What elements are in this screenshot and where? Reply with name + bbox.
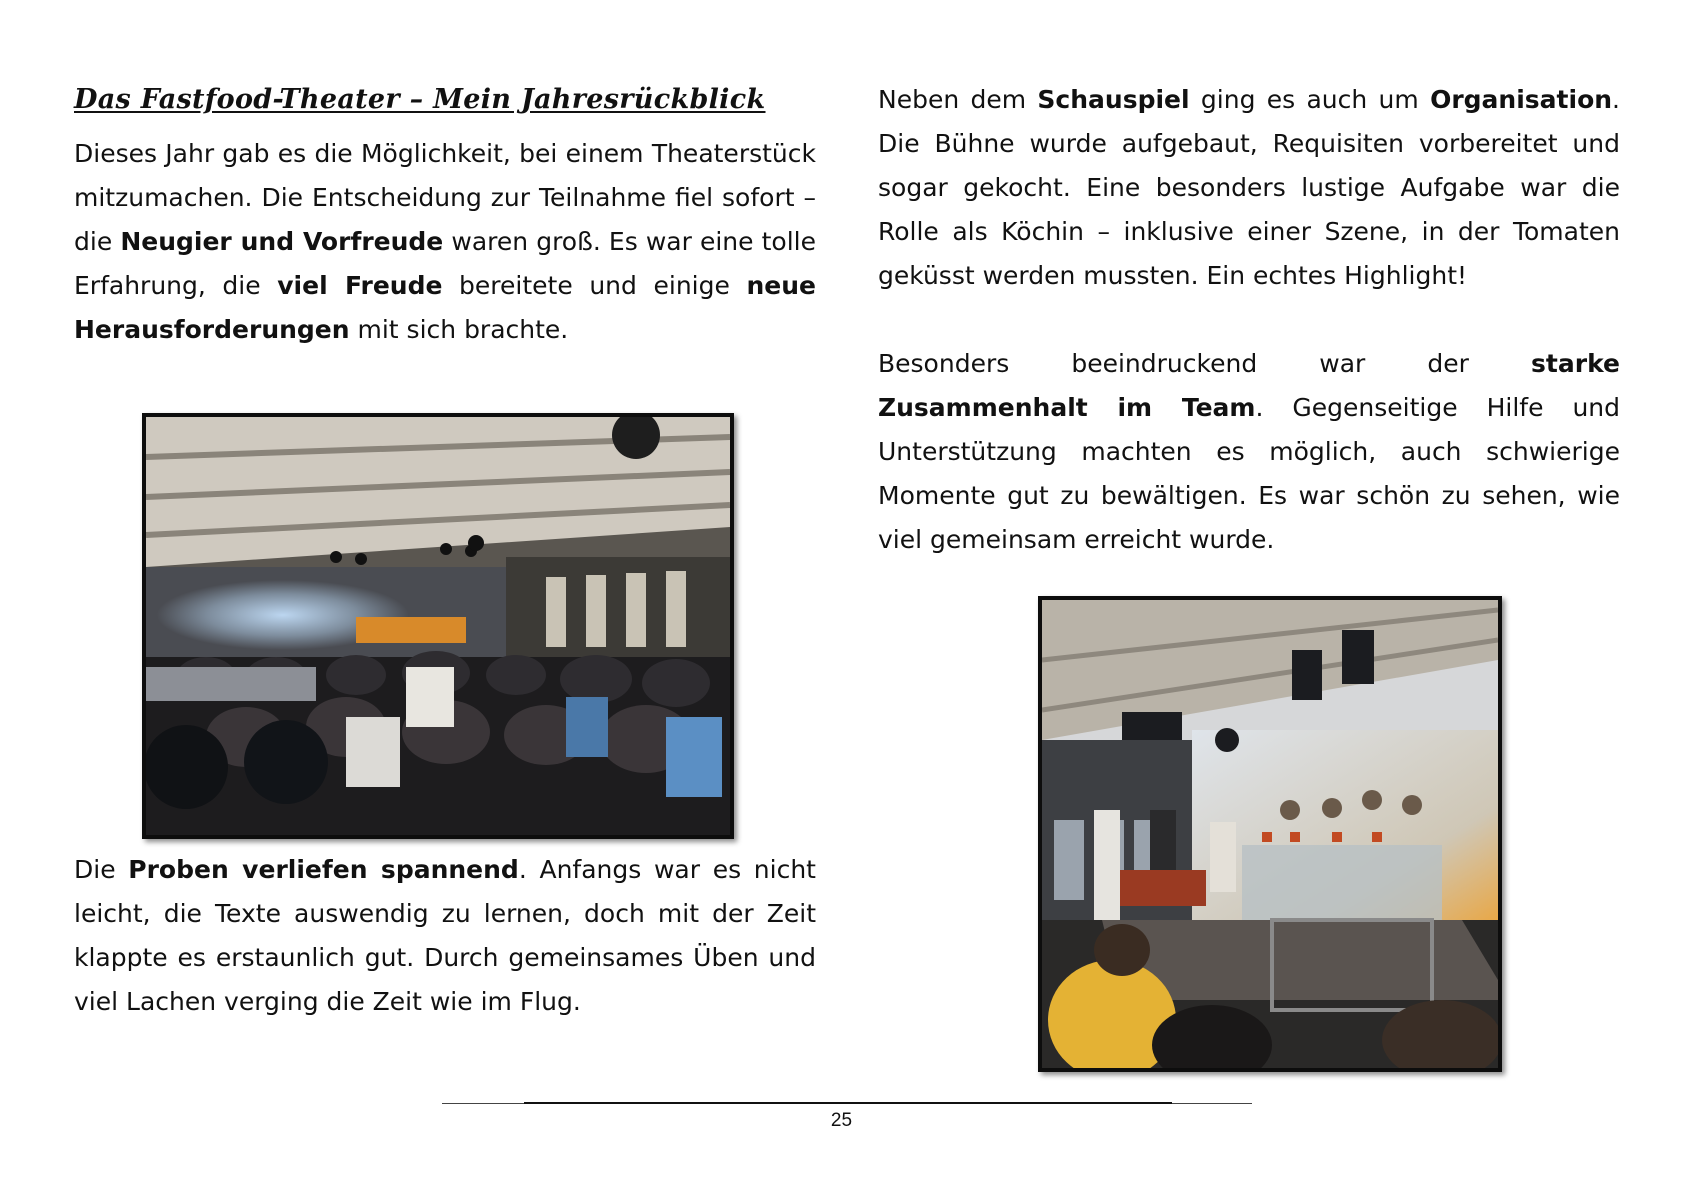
- body-text: Besonders beeindruckend war der: [878, 349, 1532, 378]
- page-title: Das Fastfood-Theater – Mein Jahresrückblick: [74, 84, 766, 115]
- body-text: . Die Bühne wurde aufgebaut, Requisiten vorbereitet und sogar gekocht. Eine besonders lustige Aufgabe war die Rolle als Köchin – inklusive einer Szene, in der Tomaten geküsst werden mussten. Ein echtes Highlight!: [878, 85, 1620, 290]
- body-text: . Gegenseitige Hilfe und Unterstützung machten es möglich, auch schwierige Momente gut zu bewältigen. Es war schön zu sehen, wie viel gemeinsam erreicht wurde.: [878, 393, 1621, 554]
- emphasis-text: Proben verliefen spannend: [128, 855, 519, 884]
- left-column-lower: [74, 848, 816, 1024]
- intro-paragraph: [74, 132, 816, 352]
- body-text: Die: [74, 855, 129, 884]
- emphasis-text: Organisation: [1430, 85, 1613, 114]
- body-text: bereitete und einige: [442, 271, 747, 300]
- right-column: [878, 78, 1620, 562]
- body-text: . Anfangs war es nicht leicht, die Texte auswendig zu lernen, doch mit der Zeit klappte es erstaunlich gut. Durch gemeinsames Üben und viel Lachen verging die Zeit wie im Flug.: [74, 855, 816, 1016]
- team-paragraph: [878, 342, 1620, 562]
- paragraph-gap: [878, 298, 1620, 342]
- emphasis-text: starke Zusammenhalt im Team: [878, 349, 1620, 422]
- body-text: Neben dem: [878, 85, 1038, 114]
- emphasis-text: Schauspiel: [1037, 85, 1190, 114]
- body-text: waren groß. Es war eine tolle Erfahrung, die: [74, 227, 817, 300]
- footer-line-accent: [524, 1102, 1172, 1104]
- left-column: [74, 78, 816, 352]
- rehearsal-paragraph: [74, 848, 816, 1024]
- body-text: mit sich brachte.: [349, 315, 569, 344]
- body-text: Dieses Jahr gab es die Möglichkeit, bei einem Theaterstück mitzumachen. Die Entscheidung zur Teilnahme fiel sofort – die: [74, 139, 816, 256]
- emphasis-text: neue Herausforderungen: [74, 271, 816, 344]
- organisation-paragraph: [878, 78, 1620, 298]
- stage-photo: [1038, 596, 1502, 1072]
- page-number: 25: [830, 1110, 853, 1131]
- emphasis-text: viel Freude: [277, 271, 443, 300]
- audience-photo: [142, 413, 734, 839]
- body-text: ging es auch um: [1189, 85, 1431, 114]
- emphasis-text: Neugier und Vorfreude: [120, 227, 444, 256]
